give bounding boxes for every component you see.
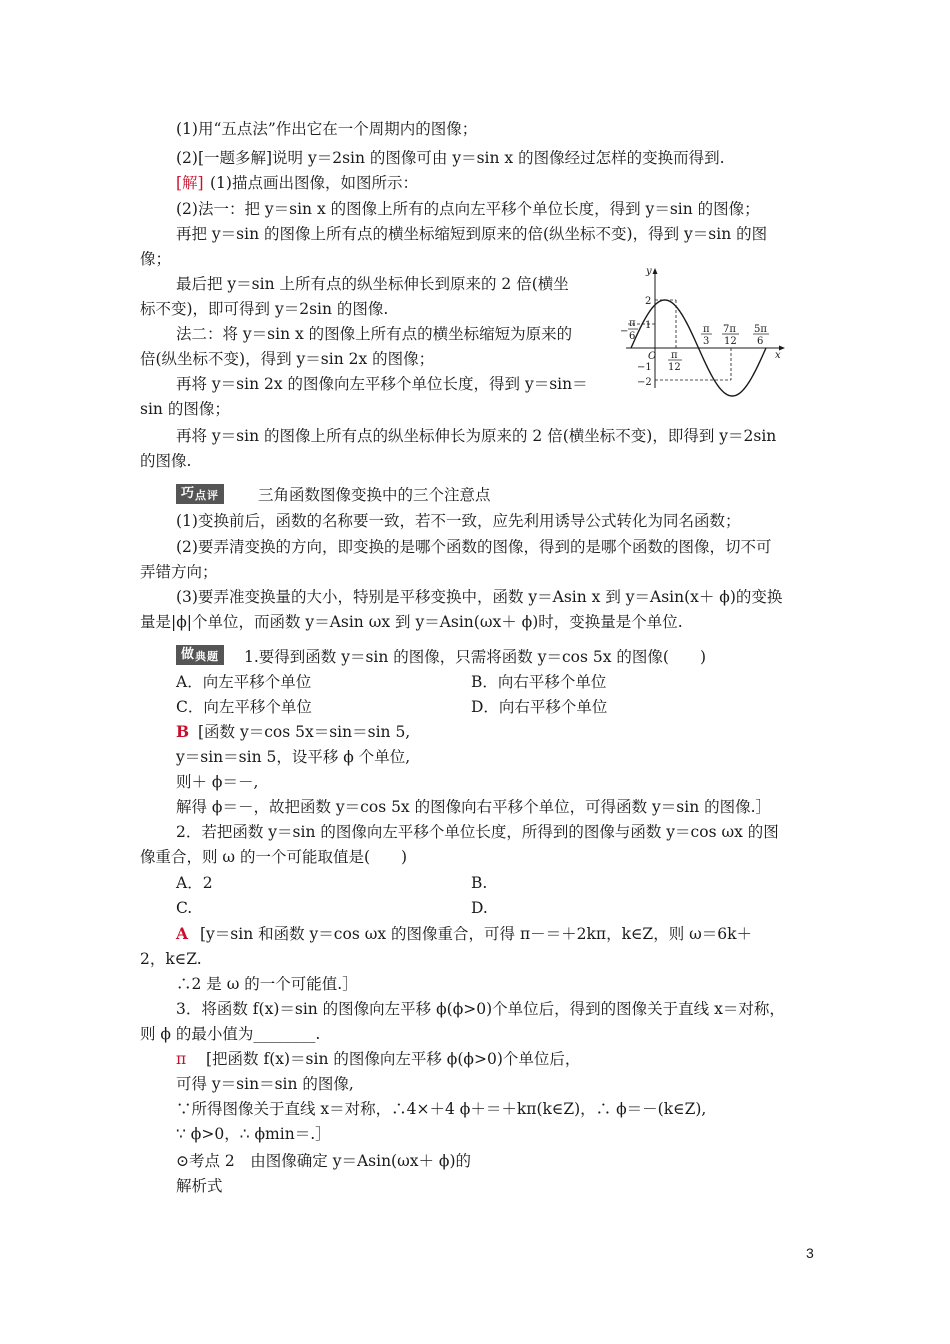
q1-option-d: D．向右平移个单位 — [471, 698, 608, 716]
text-line: (1)描点画出图像，如图所示： — [210, 174, 418, 192]
text-line: ∵ ϕ>0，∴ ϕmin＝.］ — [176, 1125, 331, 1143]
x-tick-pi12-den: 12 — [668, 362, 681, 373]
x-tick-pi3-den: 3 — [703, 336, 710, 347]
text-line: ∵所得图像关于直线 x＝对称，∴4×＋4 ϕ＋＝＋kπ(k∈Z)，∴ ϕ＝－(k∈Z), — [176, 1100, 707, 1118]
x-tick-7pi12-den: 12 — [724, 336, 737, 347]
text-line: 像重合，则 ω 的一个可能取值是( ) — [140, 848, 408, 866]
text-line: 2，k∈Z. — [140, 950, 202, 968]
text-line: 则＋ ϕ＝－, — [176, 773, 259, 791]
text-line: 量是|ϕ|个单位，而函数 y＝Asin ωx 到 y＝Asin(ωx＋ ϕ)时，变换量是个单位. — [140, 613, 683, 631]
text-line: (2)要弄清变换的方向，即变换的是哪个函数的图像，得到的是哪个函数的图像，切不可 — [176, 538, 772, 556]
text-line: 解析式 — [176, 1177, 223, 1195]
text-line: 的图像. — [140, 452, 192, 470]
text-line: [把函数 f(x)＝sin 的图像向左平移 ϕ(ϕ>0)个单位后， — [206, 1050, 581, 1068]
y-tick-1: 1 — [645, 320, 652, 331]
text-line: 可得 y＝sin＝sin 的图像, — [176, 1075, 354, 1093]
text-line: 最后把 y＝sin 上所有点的纵坐标伸长到原来的 2 倍(横坐 — [176, 275, 569, 293]
question-3: 3．将函数 f(x)＝sin 的图像向左平移 ϕ(ϕ>0)个单位后，得到的图像关于直线 x＝对称， — [176, 1000, 785, 1018]
question-1: 1.要得到函数 y＝sin 的图像，只需将函数 y＝cos 5x 的图像( ) — [244, 648, 706, 666]
y-tick-2: 2 — [645, 296, 652, 307]
text-line: [函数 y＝cos 5x＝sin＝sin 5, — [198, 723, 411, 741]
text-line: (3)要弄准变换量的大小，特别是平移变换中，函数 y＝Asin x 到 y＝Asin(x＋ ϕ)的变换 — [176, 588, 783, 606]
q1-option-a: A．向左平移个单位 — [176, 673, 312, 691]
text-line: 像； — [140, 250, 172, 268]
text-line: [y＝sin 和函数 y＝cos ωx 的图像重合，可得 π－＝＋2kπ，k∈Z，则 ω＝6k＋ — [200, 925, 753, 943]
x-axis-label: x — [775, 350, 781, 361]
question-2: 2．若把函数 y＝sin 的图像向左平移个单位长度，所得到的图像与函数 y＝cos ωx 的图 — [176, 823, 779, 841]
text-line: (2)法一：把 y＝sin x 的图像上所有的点向左平移个单位长度，得到 y＝sin 的图像； — [176, 200, 760, 218]
y-axis-label: y — [646, 266, 652, 277]
text-line: 再把 y＝sin 的图像上所有点的横坐标缩短到原来的倍(纵坐标不变)，得到 y＝sin 的图 — [176, 225, 768, 243]
text-line: 倍(纵坐标不变)，得到 y＝sin 2x 的图像； — [140, 350, 435, 368]
text-line: 解得 ϕ＝－，故把函数 y＝cos 5x 的图像向右平移个单位，可得函数 y＝sin 的图像.］ — [176, 798, 772, 816]
text-line: 再将 y＝sin 的图像上所有点的纵坐标伸长为原来的 2 倍(横坐标不变)，即得到 y＝2sin — [176, 427, 777, 445]
y-tick-neg2: −2 — [637, 377, 652, 388]
text-line: y＝sin＝sin 5，设平移 ϕ 个单位, — [176, 748, 411, 766]
x-tick-5pi6-den: 6 — [757, 336, 764, 347]
solution-marker: [解] — [176, 174, 204, 192]
x-tick-7pi12-num: 7π — [723, 324, 736, 335]
exercise-tag: 做典题 — [176, 645, 224, 665]
sine-graph-figure — [620, 262, 790, 397]
text-line: 标不变)，即可得到 y＝2sin 的图像. — [140, 300, 389, 318]
q1-answer: B — [176, 722, 190, 741]
text-line: 弄错方向； — [140, 563, 218, 581]
q3-answer: π — [176, 1050, 187, 1068]
x-tick-5pi6-num: 5π — [754, 324, 767, 335]
text-line: (1)用“五点法”作出它在一个周期内的图像； — [176, 120, 478, 138]
x-tick-neg-pi6-sign: − — [620, 326, 629, 337]
x-tick-neg-pi6-den: 6 — [629, 331, 636, 342]
y-tick-neg1: −1 — [637, 362, 652, 373]
q2-option-d: D. — [471, 899, 488, 917]
x-tick-pi12-num: π — [671, 350, 678, 361]
text-line: sin 的图像； — [140, 400, 230, 418]
q1-option-b: B．向右平移个单位 — [471, 673, 607, 691]
y-axis-arrow-icon — [653, 268, 658, 274]
text-line: (2)[一题多解]说明 y＝2sin 的图像可由 y＝sin x 的图像经过怎样的变换而得到. — [176, 149, 725, 167]
comment-tag: 巧点评 — [176, 484, 224, 504]
x-tick-pi3-num: π — [703, 324, 710, 335]
text-line: (1)变换前后，函数的名称要一致，若不一致，应先利用诱导公式转化为同名函数； — [176, 512, 741, 530]
section-heading: 三角函数图像变换中的三个注意点 — [258, 486, 491, 504]
text-line: 再将 y＝sin 2x 的图像向左平移个单位长度，得到 y＝sin＝ — [176, 375, 588, 393]
section-heading: ⊙考点 2 由图像确定 y＝Asin(ωx＋ ϕ)的 — [176, 1152, 472, 1170]
q2-answer: A — [176, 924, 189, 943]
x-tick-neg-pi6-num: π — [629, 318, 636, 329]
q2-option-b: B. — [471, 874, 488, 892]
q2-option-a: A．2 — [176, 874, 213, 892]
q1-option-c: C．向左平移个单位 — [176, 698, 312, 716]
text-line: 则 ϕ 的最小值为________. — [140, 1025, 321, 1043]
text-line: 法二：将 y＝sin x 的图像上所有点的横坐标缩短为原来的 — [176, 325, 573, 343]
text-line: ∴2 是 ω 的一个可能值.］ — [176, 975, 358, 993]
q2-option-c: C. — [176, 899, 193, 917]
origin-label: O — [648, 351, 657, 362]
page-number: 3 — [806, 1245, 814, 1261]
